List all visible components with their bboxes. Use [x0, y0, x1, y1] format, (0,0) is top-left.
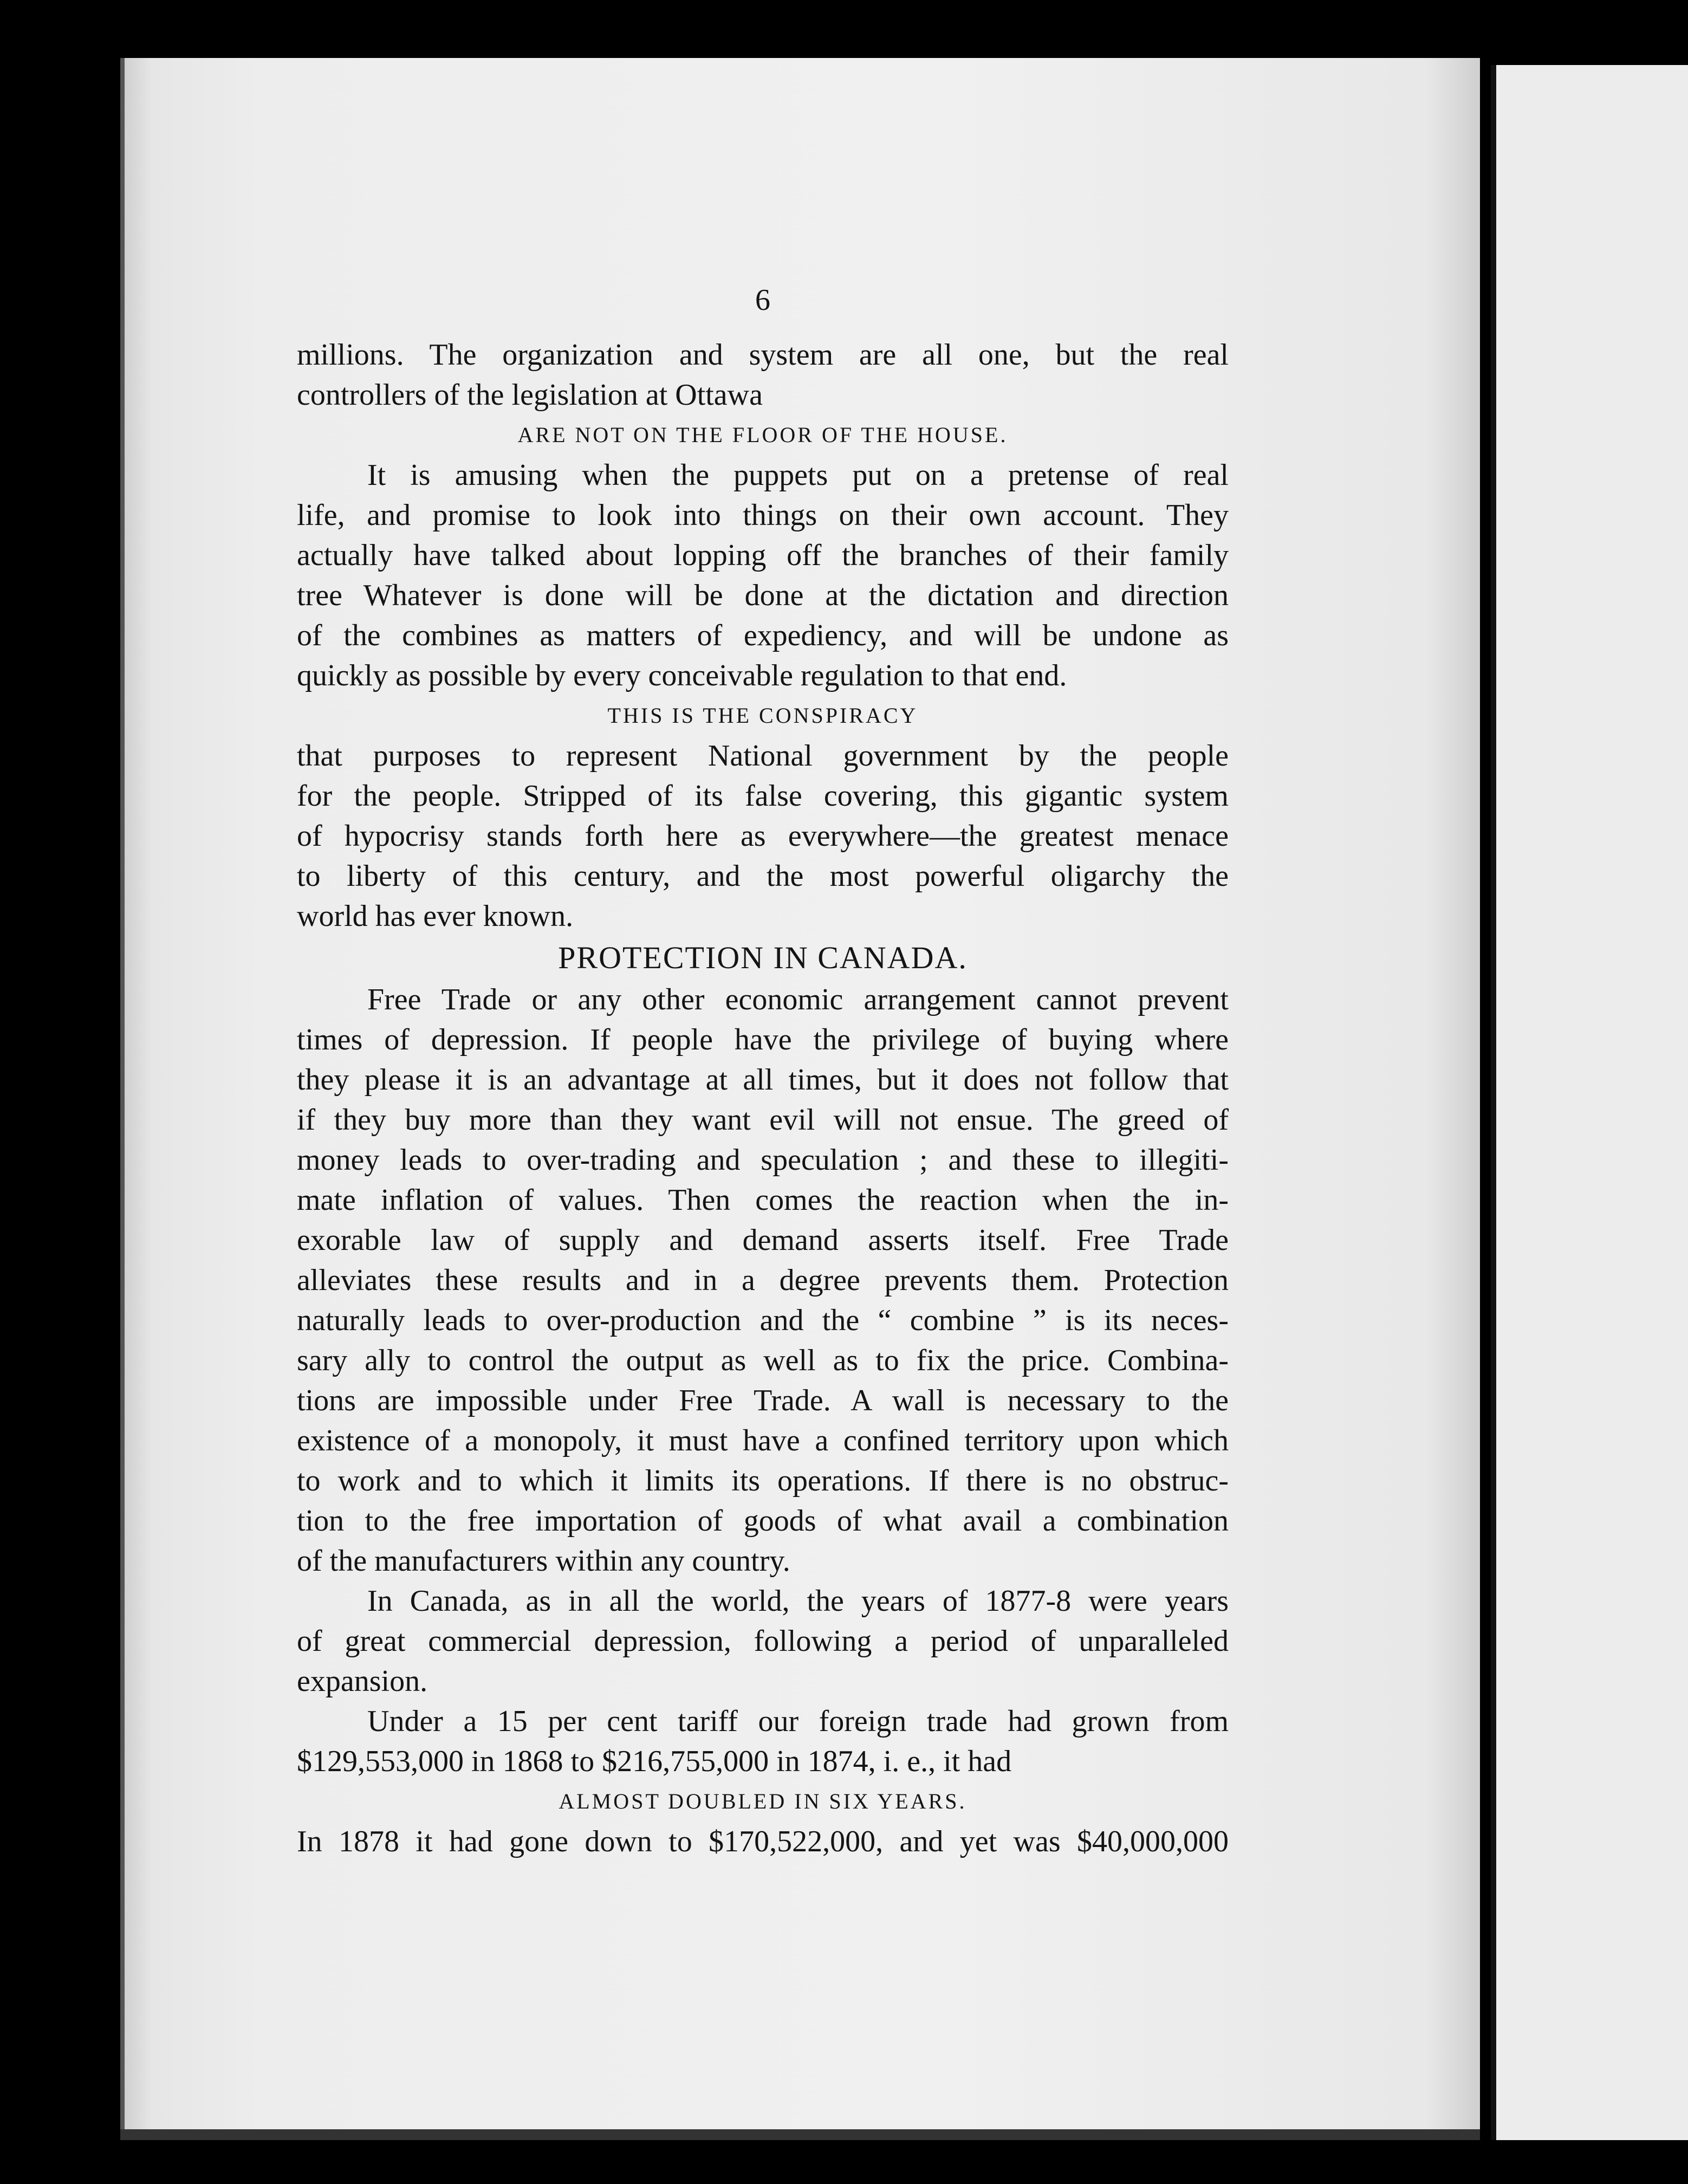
page-body: [297, 335, 1229, 1862]
text-line: tion to the free importation of goods of what avail a combination: [297, 1504, 1229, 1538]
text-line: they please it is an advantage at all times, but it does not follow that: [297, 1063, 1229, 1097]
text-line: world has ever known.: [297, 899, 574, 933]
text-line: quickly as possible by every conceivable regulation to that end.: [297, 659, 1067, 692]
text-line: expansion.: [297, 1664, 428, 1698]
text-line: for the people. Stripped of its false covering, this gigantic system: [297, 779, 1229, 813]
text-line: if they buy more than they want evil will not ensue. The greed of: [297, 1103, 1229, 1137]
book-page-right-edge: [1491, 65, 1688, 2140]
text-line: controllers of the legislation at Ottawa: [297, 378, 763, 412]
text-line: Free Trade or any other economic arrangement cannot prevent: [367, 983, 1229, 1016]
section-subheading: ALMOST DOUBLED IN SIX YEARS.: [559, 1789, 967, 1813]
text-line: life, and promise to look into things on their own account. They: [297, 498, 1229, 532]
text-line: millions. The organization and system are all one, but the real: [297, 338, 1229, 372]
text-line: tree Whatever is done will be done at the dictation and direction: [297, 579, 1229, 612]
text-line: Under a 15 per cent tariff our foreign trade had grown from: [367, 1705, 1229, 1738]
text-line: It is amusing when the puppets put on a pretense of real: [367, 458, 1229, 492]
text-line: to work and to which it limits its operations. If there is no obstruc-: [297, 1464, 1229, 1498]
section-subheading: THIS IS THE CONSPIRACY: [607, 703, 918, 728]
section-subheading: ARE NOT ON THE FLOOR OF THE HOUSE.: [517, 423, 1008, 447]
text-line: times of depression. If people have the privilege of buying where: [297, 1023, 1229, 1057]
text-line: of the combines as matters of expediency, and will be undone as: [297, 619, 1229, 652]
text-line: mate inflation of values. Then comes the reaction when the in-: [297, 1183, 1229, 1217]
text-line: actually have talked about lopping off the branches of their family: [297, 539, 1229, 572]
text-line: of great commercial depression, following a period of unparalleled: [297, 1624, 1229, 1658]
page-number: 6: [755, 283, 770, 317]
text-line: alleviates these results and in a degree prevents them. Protection: [297, 1263, 1229, 1297]
text-line: of the manufacturers within any country.: [297, 1544, 790, 1578]
page-edge-shadow: [120, 2129, 1480, 2140]
text-line: naturally leads to over-production and the “ combine ” is its neces-: [297, 1304, 1229, 1337]
text-line: existence of a monopoly, it must have a confined territory upon which: [297, 1424, 1229, 1457]
text-line: $129,553,000 in 1868 to $216,755,000 in 1874, i. e., it had: [297, 1745, 1012, 1778]
section-heading: PROTECTION IN CANADA.: [558, 940, 968, 975]
text-line: exorable law of supply and demand asserts itself. Free Trade: [297, 1223, 1229, 1257]
text-line: In Canada, as in all the world, the years of 1877-8 were years: [367, 1584, 1229, 1618]
text-line: sary ally to control the output as well as to fix the price. Combina-: [297, 1344, 1229, 1377]
text-line: In 1878 it had gone down to $170,522,000, and yet was $40,000,000: [297, 1825, 1229, 1858]
text-line: tions are impossible under Free Trade. A wall is necessary to the: [297, 1384, 1229, 1417]
text-line: of hypocrisy stands forth here as everywhere—the greatest menace: [297, 819, 1229, 853]
text-line: to liberty of this century, and the most powerful oligarchy the: [297, 859, 1229, 893]
text-line: that purposes to represent National government by the people: [297, 739, 1229, 773]
text-line: money leads to over-trading and speculation ; and these to illegiti-: [297, 1143, 1229, 1177]
